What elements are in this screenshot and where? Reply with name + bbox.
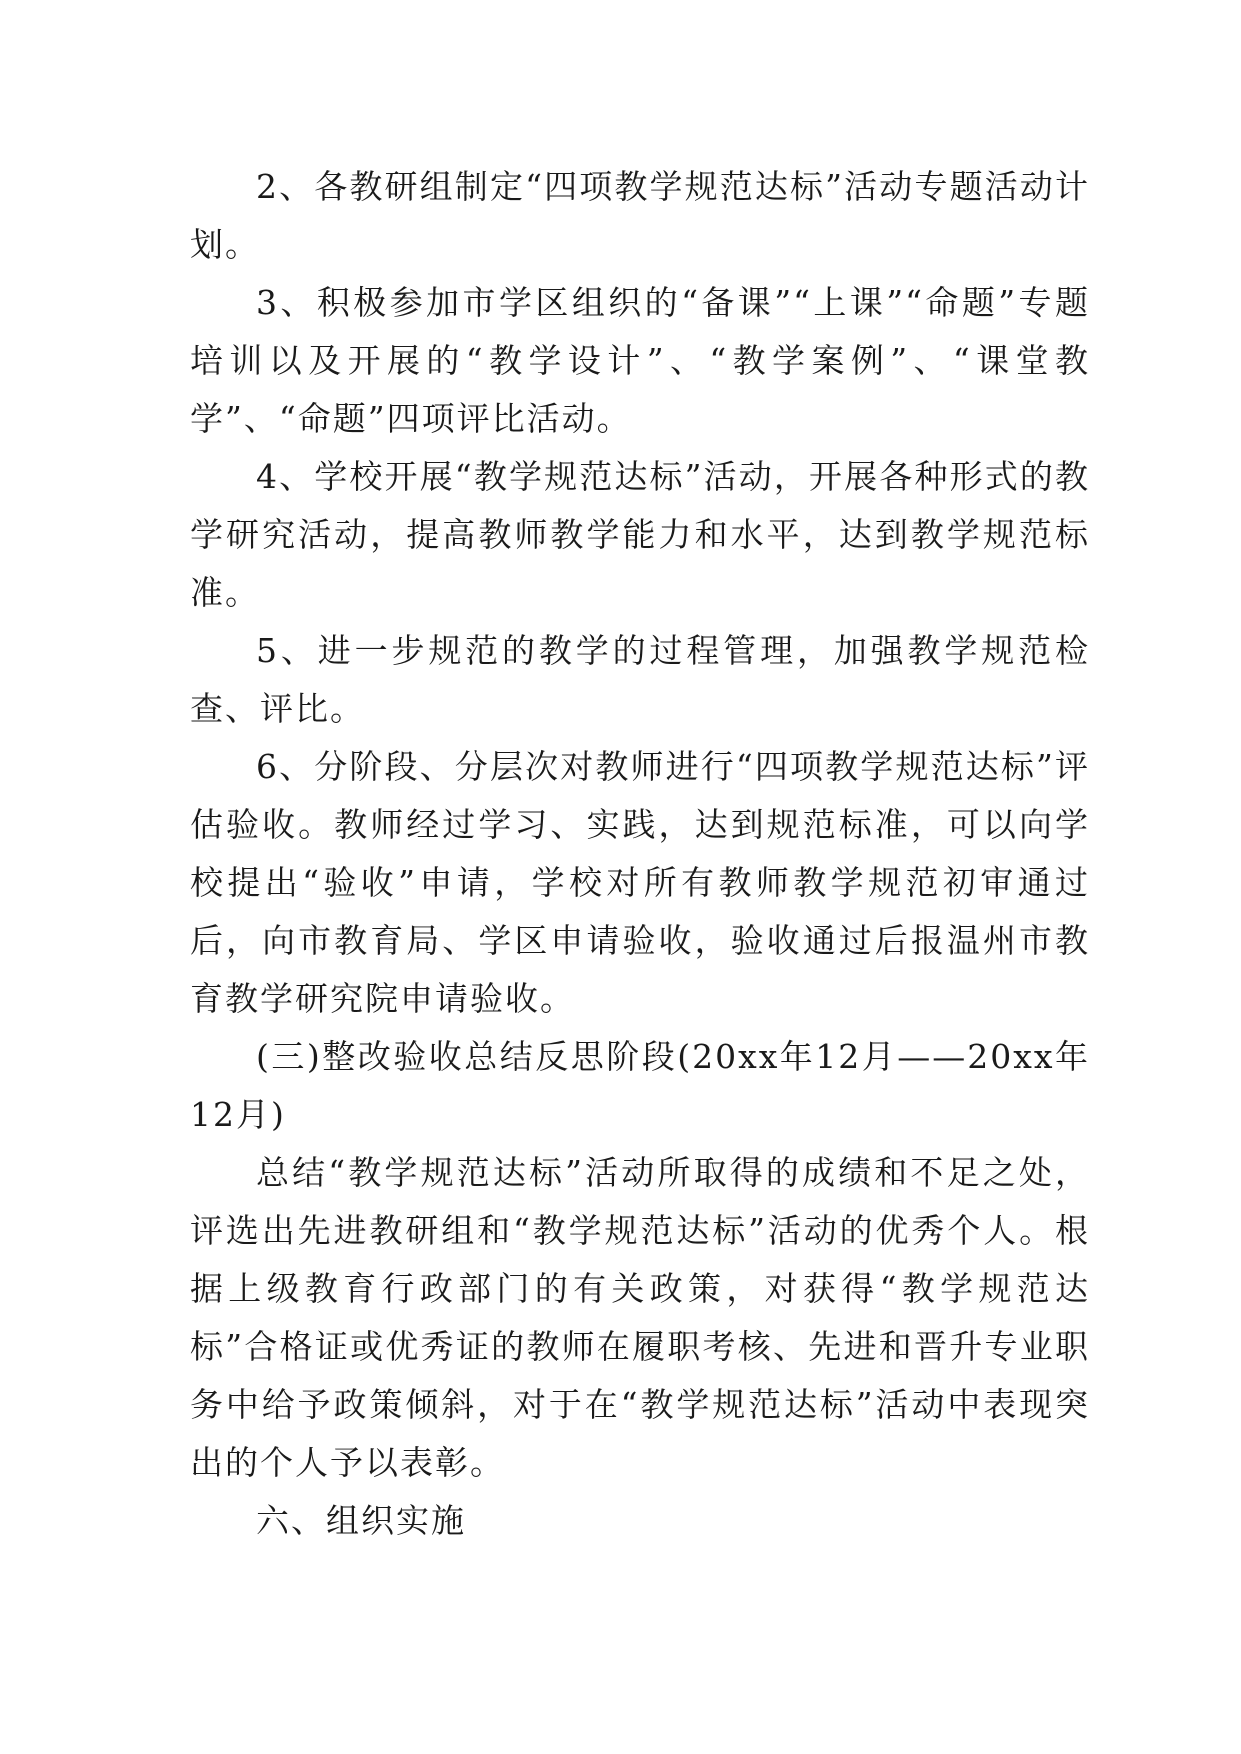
- paragraph-item-5: 5、进一步规范的教学的过程管理，加强教学规范检查、评比。: [190, 631, 1090, 728]
- section-heading-organization: 六、组织实施: [256, 1501, 466, 1540]
- paragraph-item-3: 3、积极参加市学区组织的“备课”“上课”“命题”专题培训以及开展的“教学设计”、“教学案例”、“课堂教学”、“命题”四项评比活动。: [190, 283, 1090, 438]
- paragraph-summary: 总结“教学规范达标”活动所取得的成绩和不足之处，评选出先进教研组和“教学规范达标”活动的优秀个人。根据上级教育行政部门的有关政策，对获得“教学规范达标”合格证或优秀证的教师在履职考核、先进和晋升专业职务中给予政策倾斜，对于在“教学规范达标”活动中表现突出的个人予以表彰。: [190, 1153, 1090, 1482]
- section-heading-phase-three: (三)整改验收总结反思阶段(20xx年12月——20xx年12月): [190, 1037, 1090, 1134]
- paragraph-item-2: 2、各教研组制定“四项教学规范达标”活动专题活动计划。: [190, 167, 1090, 264]
- document-body: [190, 158, 1090, 1550]
- paragraph-item-4: 4、学校开展“教学规范达标”活动，开展各种形式的教学研究活动，提高教师教学能力和水平，达到教学规范标准。: [190, 457, 1090, 612]
- paragraph-item-6: 6、分阶段、分层次对教师进行“四项教学规范达标”评估验收。教师经过学习、实践，达到规范标准，可以向学校提出“验收”申请，学校对所有教师教学规范初审通过后，向市教育局、学区申请验收，验收通过后报温州市教育教学研究院申请验收。: [190, 747, 1090, 1018]
